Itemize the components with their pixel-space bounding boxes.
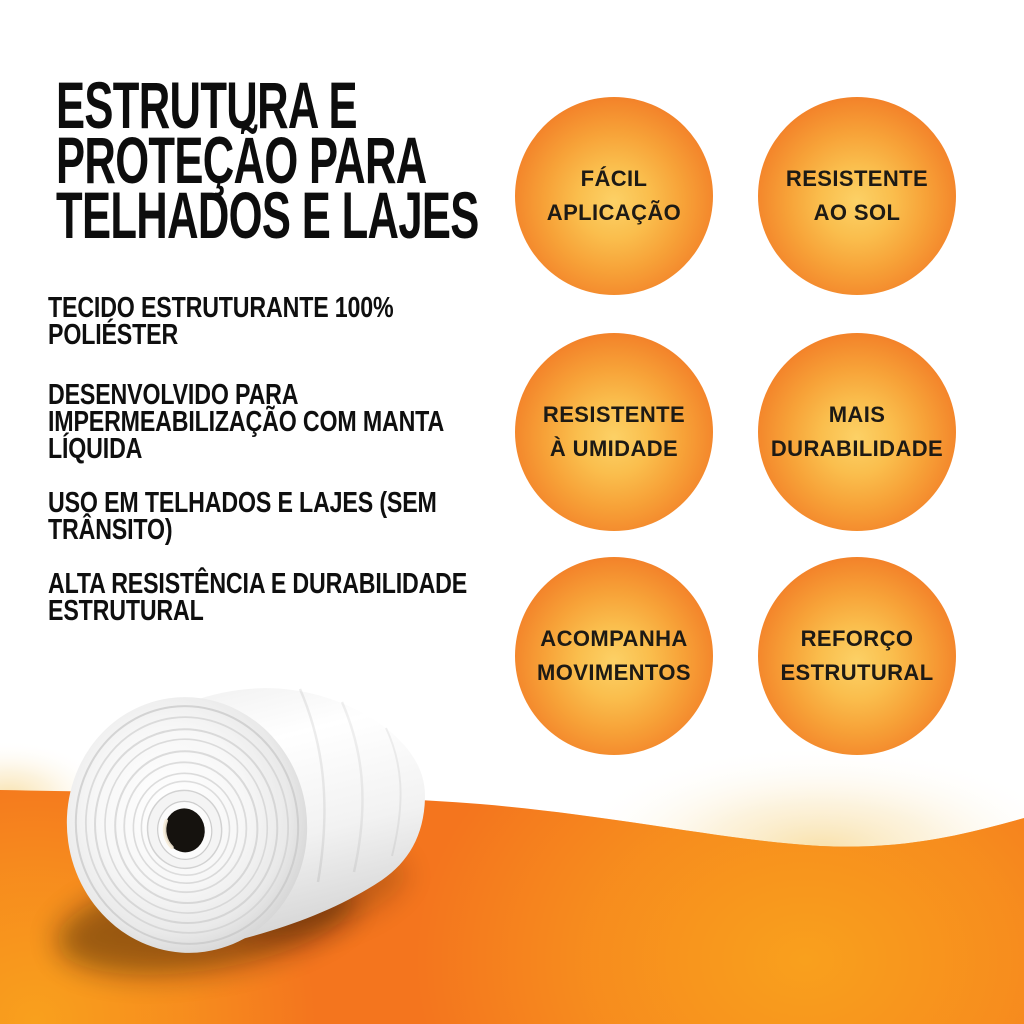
badge-line: MAIS	[828, 402, 886, 427]
badge-line: DURABILIDADE	[770, 436, 944, 461]
badge-line: AO SOL	[813, 200, 901, 225]
bullet-line: TRÂNSITO)	[48, 514, 173, 546]
feature-badge-acompanha-movimentos	[515, 557, 713, 755]
page-title-line: TELHADOS E LAJES	[56, 178, 479, 252]
feature-badge-resistente-umidade	[515, 333, 713, 531]
badge-line: RESISTENTE	[785, 166, 929, 191]
feature-badge-reforco-estrutural	[758, 557, 956, 755]
bullet-line: POLIÉSTER	[48, 319, 179, 351]
badge-line: MOVIMENTOS	[537, 660, 691, 685]
bullet-line: DESENVOLVIDO PARA	[48, 379, 299, 411]
bullet-line: ESTRUTURAL	[48, 595, 204, 627]
feature-bullet-tecido	[48, 292, 480, 351]
bullet-line: TECIDO ESTRUTURANTE 100%	[48, 292, 394, 324]
badge-line: ACOMPANHA	[540, 626, 688, 651]
badge-line: RESISTENTE	[542, 402, 686, 427]
bullet-line: IMPERMEABILIZAÇÃO COM MANTA	[48, 406, 445, 438]
badge-line: FÁCIL	[580, 166, 648, 191]
badge-line: REFORÇO	[800, 626, 914, 651]
badge-line: À UMIDADE	[549, 436, 679, 461]
badge-line: APLICAÇÃO	[546, 200, 682, 225]
feature-bullet-resistencia	[48, 568, 572, 627]
feature-bullet-uso	[48, 487, 534, 546]
badge-line: ESTRUTURAL	[780, 660, 934, 685]
bullet-line: LÍQUIDA	[48, 433, 143, 465]
feature-badge-facil-aplicacao	[515, 97, 713, 295]
feature-bullet-impermeabilizacao	[48, 379, 543, 465]
bullet-line: USO EM TELHADOS E LAJES (SEM	[48, 487, 437, 519]
bullet-line: ALTA RESISTÊNCIA E DURABILIDADE	[48, 568, 468, 600]
feature-badge-mais-durabilidade	[758, 333, 956, 531]
page-title-line: ESTRUTURA E	[56, 68, 357, 142]
page-title-line: PROTEÇÃO PARA	[56, 123, 427, 197]
feature-badge-resistente-ao-sol	[758, 97, 956, 295]
